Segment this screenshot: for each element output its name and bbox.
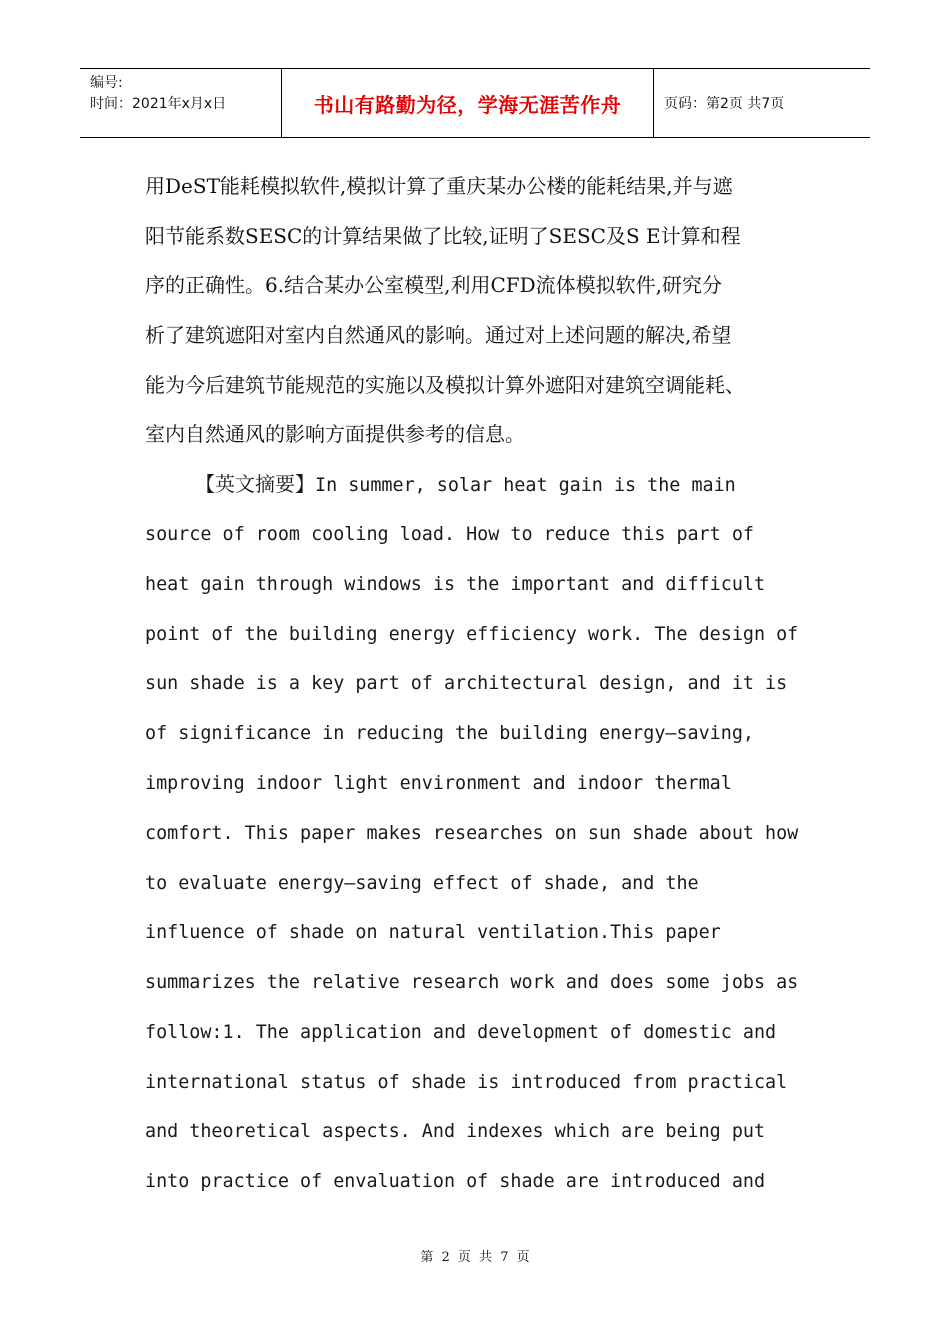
chinese-text-line: 序的正确性。6.结合某办公室模型,利用CFD流体模拟软件,研究分 bbox=[145, 273, 723, 298]
header-motto: 书山有路勤为径，学海无涯苦作舟 bbox=[281, 69, 654, 137]
chinese-text-line: 室内自然通风的影响方面提供参考的信息。 bbox=[145, 422, 525, 447]
english-abstract-label: 【英文摘要】 bbox=[195, 472, 315, 497]
english-text-line: to evaluate energy—saving effect of shade, and the bbox=[145, 872, 699, 894]
english-text-line: influence of shade on natural ventilation.This paper bbox=[145, 922, 721, 944]
chinese-text-line: 析了建筑遮阳对室内自然通风的影响。通过对上述问题的解决,希望 bbox=[145, 323, 732, 348]
english-text-line: improving indoor light environment and indoor thermal bbox=[145, 772, 732, 794]
document-body bbox=[145, 162, 810, 1207]
date-label: 时间：2021年x月x日 bbox=[90, 96, 227, 112]
english-text-line: In summer, solar heat gain is the main bbox=[315, 475, 736, 497]
english-text-line: and theoretical aspects. And indexes which are being put bbox=[145, 1121, 766, 1143]
english-text-line: comfort. This paper makes researches on sun shade about how bbox=[145, 822, 799, 844]
english-text-line: into practice of envaluation of shade are introduced and bbox=[145, 1171, 766, 1193]
chinese-text-line: 阳节能系数SESC的计算结果做了比较,证明了SESC及S E计算和程 bbox=[145, 223, 741, 248]
english-text-line: source of room cooling load. How to reduce this part of bbox=[145, 523, 754, 545]
chinese-text-line: 用DeST能耗模拟软件,模拟计算了重庆某办公楼的能耗结果,并与遮 bbox=[145, 174, 733, 198]
page-footer: 第 2 页 共 7 页 bbox=[420, 1250, 530, 1265]
english-text-line: of significance in reducing the building energy—saving, bbox=[145, 723, 754, 745]
english-text-line: heat gain through windows is the important and difficult bbox=[145, 573, 766, 595]
chinese-text-line: 能为今后建筑节能规范的实施以及模拟计算外遮阳对建筑空调能耗、 bbox=[145, 372, 745, 397]
serial-label: 编号: bbox=[90, 75, 123, 91]
english-text-line: international status of shade is introduced from practical bbox=[145, 1071, 788, 1093]
english-text-line: summarizes the relative research work and does some jobs as bbox=[145, 972, 799, 994]
english-text-line: point of the building energy efficiency work. The design of bbox=[145, 623, 799, 645]
header-page-info: 页码：第2页 共7页 bbox=[664, 96, 785, 112]
header-meta bbox=[80, 69, 281, 137]
page-header bbox=[80, 68, 870, 138]
english-abstract-first-line bbox=[145, 460, 810, 510]
english-text-line: follow:1. The application and development of domestic and bbox=[145, 1021, 777, 1043]
english-text-line: sun shade is a key part of architectural design, and it is bbox=[145, 673, 788, 695]
